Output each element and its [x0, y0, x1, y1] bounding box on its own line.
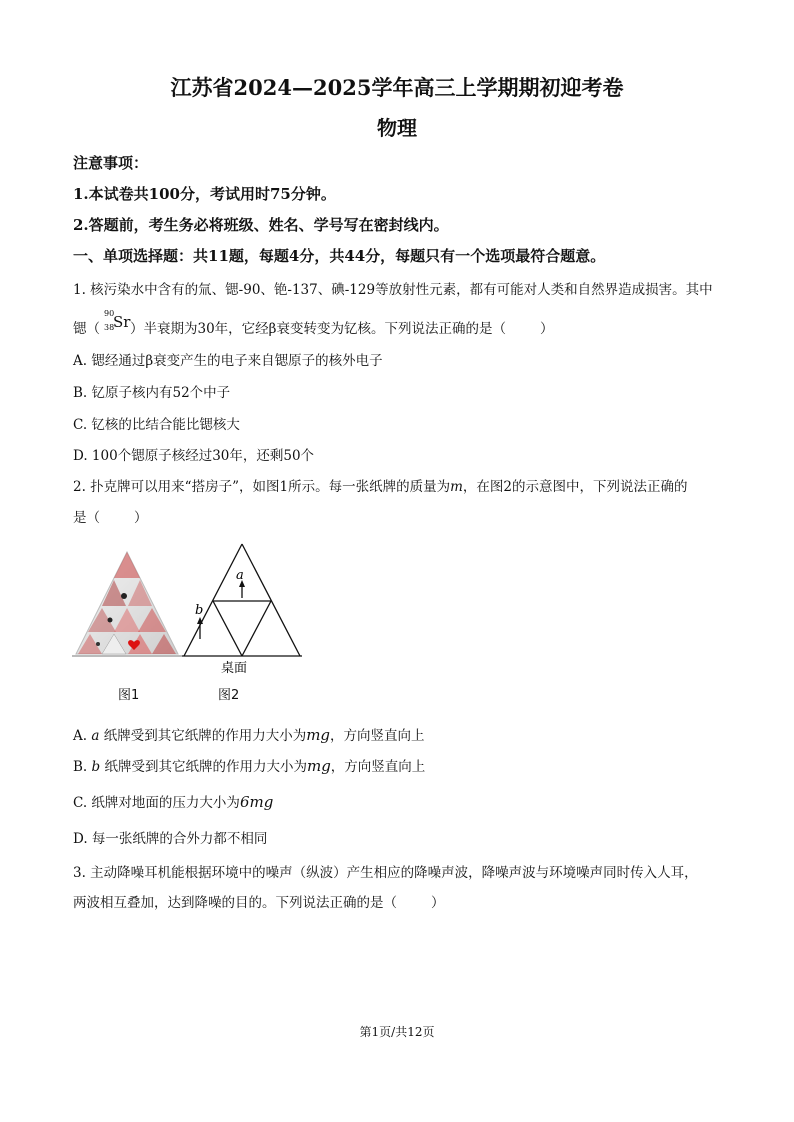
q1-line2-suffix: ）半衰期为30年，它经β衰变转变为钇核。下列说法正确的是（	[130, 321, 506, 337]
q1-line2-prefix: 锶（	[73, 321, 100, 337]
optA-suffix: ，方向竖直向上	[330, 728, 425, 744]
q2-line1	[73, 475, 687, 495]
q3-line1: 3. 主动降噪耳机能根据环境中的噪声（纵波）产生相应的降噪声波，降噪声波与环境噪声同时传入人耳，	[73, 865, 698, 881]
optB-text: 纸牌受到其它纸牌的作用力大小为	[100, 759, 307, 775]
optA-text: 纸牌受到其它纸牌的作用力大小为	[99, 728, 307, 744]
page-footer: 第1页/共12页	[359, 1025, 435, 1039]
optA-prefix: A.	[73, 728, 92, 744]
card-house-image	[72, 548, 182, 660]
label-b: b	[195, 603, 204, 618]
notice-heading: 注意事项：	[73, 154, 149, 172]
q2-line1-b: ，在图2的示意图中，下列说法正确的	[462, 479, 688, 495]
fig1-label: 图1	[118, 688, 140, 703]
q1-line2	[73, 309, 554, 337]
q1-option-a: A. 锶经通过β衰变产生的电子来自锶原子的核外电子	[73, 353, 383, 369]
optB-formula: mg	[306, 757, 331, 775]
q2-line1-a: 2. 扑克牌可以用来“搭房子”，如图1所示。每一张纸牌的质量为	[73, 479, 451, 495]
nuclide-symbol: Sr	[113, 313, 131, 331]
notice-item-2: 2.答题前，考生务必将班级、姓名、学号写在密封线内。	[73, 216, 449, 234]
exam-title: 江苏省2024—2025学年高三上学期期初迎考卷	[170, 75, 624, 100]
q1-option-c: C. 钇核的比结合能比锶核大	[73, 417, 240, 433]
subject-title: 物理	[377, 116, 417, 140]
optC-text: C. 纸牌对地面的压力大小为	[73, 795, 240, 811]
q3-line2	[73, 891, 445, 911]
q2-mass-var: m	[450, 479, 463, 495]
card-schematic	[182, 540, 302, 680]
q2-option-c	[73, 791, 273, 811]
optB-prefix: B.	[73, 759, 92, 775]
section-heading: 一、单项选择题：共11题，每题4分，共44分，每题只有一个选项最符合题意。	[73, 247, 606, 265]
optB-suffix: ，方向竖直向上	[330, 759, 426, 775]
q2-line2	[73, 506, 148, 526]
sr-nuclide	[100, 309, 131, 337]
label-a: a	[236, 568, 244, 583]
nuclide-atomic: 38	[104, 323, 115, 332]
q3-line2-end: ）	[431, 895, 445, 911]
table-label: 桌面	[221, 661, 248, 676]
q1-option-d: D. 100个锶原子核经过30年，还剩50个	[73, 448, 315, 464]
q2-option-a	[73, 724, 425, 744]
optA-formula: mg	[306, 726, 331, 744]
q2-line2-end: ）	[134, 510, 148, 526]
fig2-label: 图2	[218, 688, 240, 703]
optC-formula: 6mg	[239, 793, 274, 811]
q2-line2-text: 是（	[73, 510, 100, 526]
q2-option-b	[73, 755, 425, 775]
q1-option-b: B. 钇原子核内有52个中子	[73, 385, 231, 401]
optA-var: a	[91, 728, 100, 744]
notice-item-1: 1.本试卷共100分，考试用时75分钟。	[73, 185, 336, 203]
q3-line2-text: 两波相互叠加，达到降噪的目的。下列说法正确的是（	[73, 895, 397, 911]
q1-line2-end: ）	[539, 321, 554, 337]
nuclide-mass: 90	[104, 309, 115, 318]
q1-line1: 1. 核污染水中含有的氚、锶-90、铯-137、碘-129等放射性元素，都有可能对人类和自然界造成损害。其中	[73, 282, 713, 298]
optB-var: b	[91, 759, 101, 775]
q2-option-d: D. 每一张纸牌的合外力都不相同	[73, 831, 268, 847]
